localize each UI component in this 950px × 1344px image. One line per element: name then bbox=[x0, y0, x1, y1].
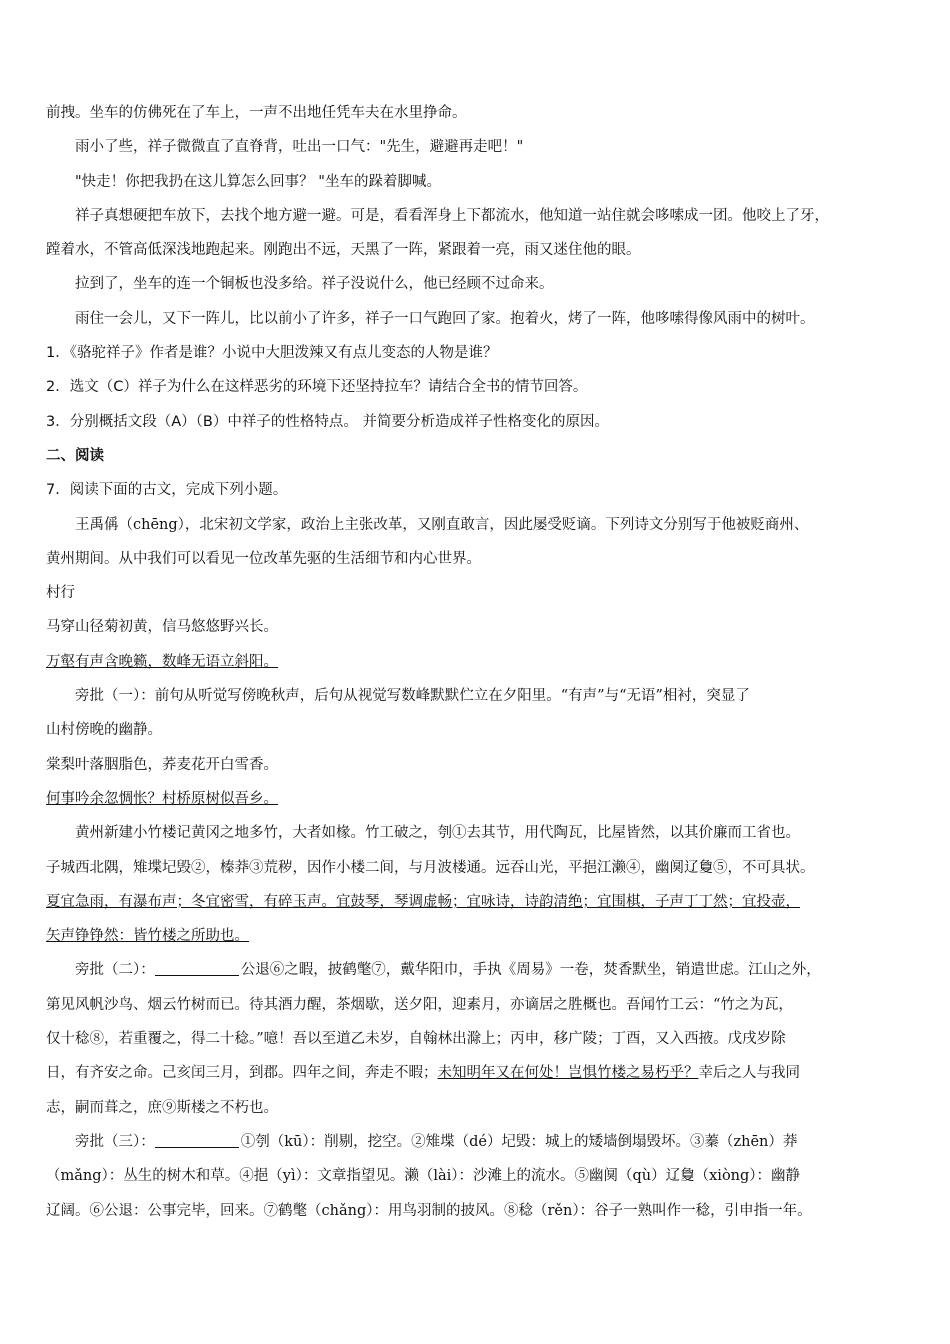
text-line: （mǎng）：丛生的树木和草。④挹（yì）：文章指望见。濑（lài）：沙滩上的流水。⑤幽阒（qù）辽敻（xiòng）：幽静 bbox=[46, 1168, 801, 1185]
section-heading: 二、阅读 bbox=[46, 447, 104, 464]
poem-line: 马穿山径菊初黄，信马悠悠野兴长。 bbox=[46, 619, 278, 636]
text-span: ①刳（kū）：削剔，挖空。②雉堞（dé）圮毁：城上的矮墙倒塌毁坏。③蓁（zhēn）莽 bbox=[240, 1133, 798, 1150]
text-span: 公退⑥之暇，披鹤氅⑦，戴华阳巾，手执《周易》一卷，焚香默坐，销遣世虑。江山之外， bbox=[240, 962, 821, 979]
text-line: 蹚着水，不管高低深浅地跑起来。刚跑出不远，天黑了一阵，紧跟着一亮，雨又迷住他的眼。 bbox=[46, 242, 641, 259]
text-line bbox=[46, 1056, 914, 1090]
annotation-label: 旁批（三）： bbox=[75, 1133, 155, 1150]
text-span: 日，有齐安之命。己亥闰三月，到郡。四年之间，奔走不暇； bbox=[46, 1065, 438, 1082]
text-line: 山村傍晚的幽静。 bbox=[46, 722, 162, 739]
poem-title: 村行 bbox=[46, 585, 75, 602]
annotation-label: 旁批（二）： bbox=[75, 962, 155, 979]
poem-line-underlined: 何事吟余忽惆怅？村桥原树似吾乡。 bbox=[46, 790, 278, 807]
text-line: "快走！你把我扔在这儿算怎么回事？ "坐车的跺着脚喊。 bbox=[75, 173, 441, 190]
text-line: 祥子真想硬把车放下，去找个地方避一避。可是，看看浑身上下都流水，他知道一站住就会哆嗦成一团。他咬上了牙， bbox=[75, 207, 829, 224]
text-span: 幸后之人与我同 bbox=[698, 1065, 800, 1082]
text-line: 辽阔。⑥公退：公事完毕，回来。⑦鹤氅（chǎng）：用鸟羽制的披风。⑧稔（rěn）：谷子一熟叫作一稔，引申指一年。 bbox=[46, 1202, 812, 1219]
text-line: 雨住一会儿，又下一阵儿，比以前小了许多，祥子一口气跑回了家。抱着火，烤了一阵，他哆嗦得像风雨中的树叶。 bbox=[75, 310, 815, 327]
text-line: 黄州新建小竹楼记黄冈之地多竹，大者如椽。竹工破之，刳①去其节，用代陶瓦，比屋皆然，以其价廉而工省也。 bbox=[75, 825, 800, 842]
answer-blank[interactable] bbox=[155, 1133, 239, 1148]
text-line-underlined: 矢声铮铮然：皆竹楼之所助也。 bbox=[46, 928, 249, 945]
text-line: 雨小了些，祥子微微直了直脊背，吐出一口气："先生，避避再走吧！" bbox=[75, 139, 524, 156]
question-7: 7．阅读下面的古文，完成下列小题。 bbox=[46, 482, 288, 499]
question-1: 1．《骆驼祥子》作者是谁？小说中大胆泼辣又有点儿变态的人物是谁？ bbox=[46, 345, 498, 362]
annotation-1: 旁批（一）：前句从听觉写傍晚秋声，后句从视觉写数峰默默伫立在夕阳里。“有声”与“无语”相衬，突显了 bbox=[75, 688, 750, 705]
text-line: 黄州期间。从中我们可以看见一位改革先驱的生活细节和内心世界。 bbox=[46, 550, 481, 567]
question-3: 3．分别概括文段（A）（B）中祥子的性格特点。 并简要分析造成祥子性格变化的原因。 bbox=[46, 413, 609, 430]
text-line: 拉到了，坐车的连一个铜板也没多给。祥子没说什么，他已经顾不过命来。 bbox=[75, 276, 554, 293]
annotation-2 bbox=[46, 953, 914, 987]
poem-line-underlined: 万壑有声含晚籁，数峰无语立斜阳。 bbox=[46, 653, 278, 670]
poem-line: 棠梨叶落胭脂色，荞麦花开白雪香。 bbox=[46, 756, 278, 773]
answer-blank[interactable] bbox=[155, 961, 239, 976]
text-line: 前拽。坐车的仿佛死在了车上，一声不出地任凭车夫在水里挣命。 bbox=[46, 105, 467, 121]
annotation-3 bbox=[46, 1125, 914, 1159]
question-2: 2．选文（C）祥子为什么在这样恶劣的环境下还坚持拉车？请结合全书的情节回答。 bbox=[46, 379, 588, 396]
text-line: 第见风帆沙鸟、烟云竹树而已。待其酒力醒，茶烟歇，送夕阳，迎素月，亦谪居之胜概也。吾闻竹工云：“竹之为瓦， bbox=[46, 996, 793, 1013]
text-line-underlined: 夏宜急雨，有瀑布声；冬宜密雪，有碎玉声。宜鼓琴，琴调虚畅；宜咏诗，诗韵清绝；宜围棋，子声丁丁然；宜投壶， bbox=[46, 893, 800, 910]
text-line: 仅十稔⑧，若重覆之，得二十稔。”噫！吾以至道乙未岁，自翰林出滁上；丙申，移广陵；丁酉，又入西掖。戊戌岁除 bbox=[46, 1031, 786, 1048]
text-line: 王禹偁（chēng），北宋初文学家，政治上主张改革，又刚直敢言，因此屡受贬谪。下列诗文分别写于他被贬商州、 bbox=[75, 516, 809, 533]
text-line: 子城西北隅，雉堞圮毁②，榛莽③荒秽，因作小楼二间，与月波楼通。远吞山光，平挹江濑④，幽阒辽敻⑤，不可具状。 bbox=[46, 859, 815, 876]
underlined-span: 未知明年又在何处！岂惧竹楼之易朽乎？ bbox=[437, 1065, 699, 1082]
text-line: 志，嗣而葺之，庶⑨斯楼之不朽也。 bbox=[46, 1099, 278, 1116]
